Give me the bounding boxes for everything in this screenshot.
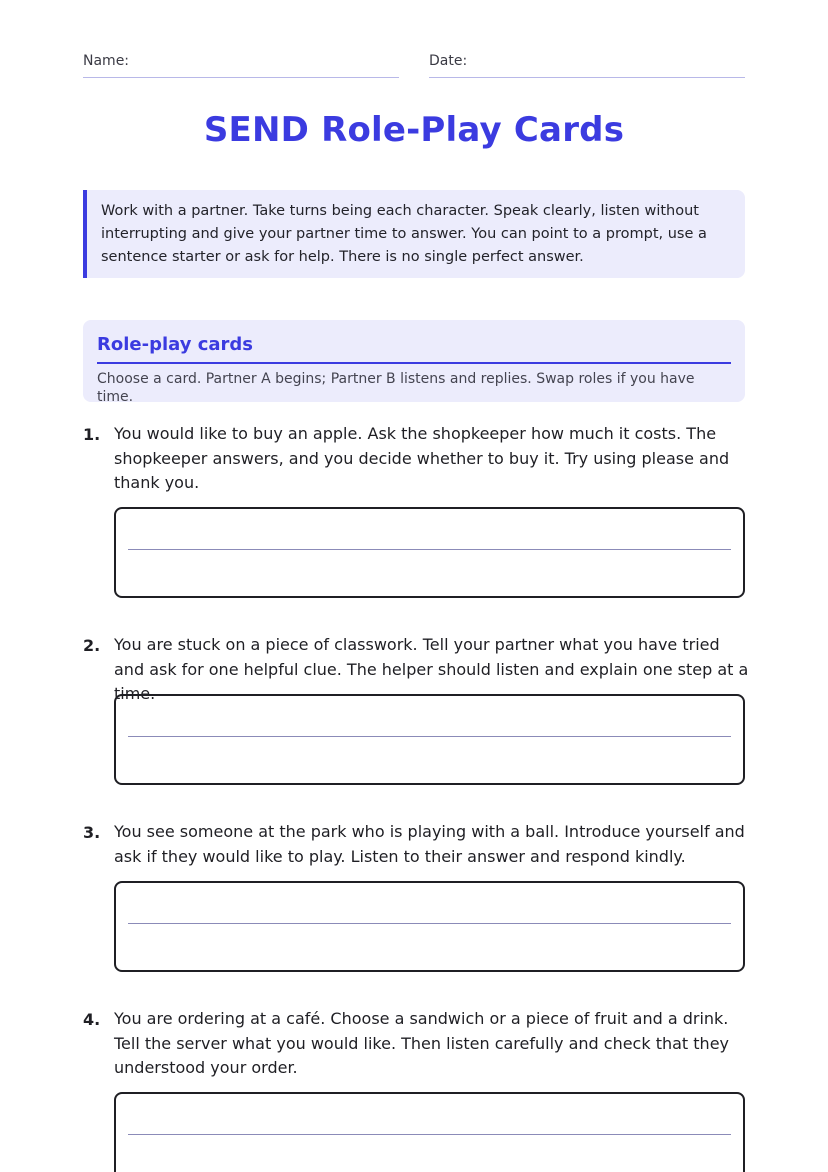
question-number: 1. [83, 425, 101, 444]
name-field[interactable] [83, 52, 399, 78]
question-text: You are ordering at a café. Choose a sandwich or a piece of fruit and a drink. Tell the server what you would like. Then listen carefully and check that they understood your order. [114, 1009, 729, 1077]
section-title: Role-play cards [97, 332, 731, 364]
answer-box[interactable] [114, 507, 745, 598]
date-label: Date: [429, 53, 468, 69]
question-text: You would like to buy an apple. Ask the shopkeeper how much it costs. The shopkeeper answers, and you decide whether to buy it. Try using please and thank you. [114, 424, 730, 492]
answer-box[interactable] [114, 881, 745, 972]
name-label: Name: [83, 53, 130, 69]
answer-line [128, 549, 731, 550]
question-number: 3. [83, 823, 101, 842]
question-text: You see someone at the park who is playing with a ball. Introduce yourself and ask if they would like to play. Listen to their answer and respond kindly. [114, 822, 745, 866]
answer-line [128, 923, 731, 924]
answer-line [128, 736, 731, 737]
page-title: SEND Role-Play Cards [203, 110, 625, 150]
date-field[interactable] [429, 52, 745, 78]
answer-line [128, 1134, 731, 1135]
answer-box[interactable] [114, 694, 745, 785]
section-header [83, 320, 745, 405]
question-number: 2. [83, 636, 101, 655]
section-subtitle: Choose a card. Partner A begins; Partner B listens and replies. Swap roles if you have time. [97, 371, 695, 405]
question-text: You are stuck on a piece of classwork. Tell your partner what you have tried and ask for one helpful clue. The helper should listen and explain one step at a time. [114, 635, 749, 703]
answer-box[interactable] [114, 1092, 745, 1172]
name-date-row [83, 52, 745, 78]
question-number: 4. [83, 1010, 101, 1029]
instructions-callout: Work with a partner. Take turns being each character. Speak clearly, listen without interrupting and give your partner time to answer. You can point to a prompt, use a sentence starter or ask for help. There is no single perfect answer. [83, 190, 745, 278]
